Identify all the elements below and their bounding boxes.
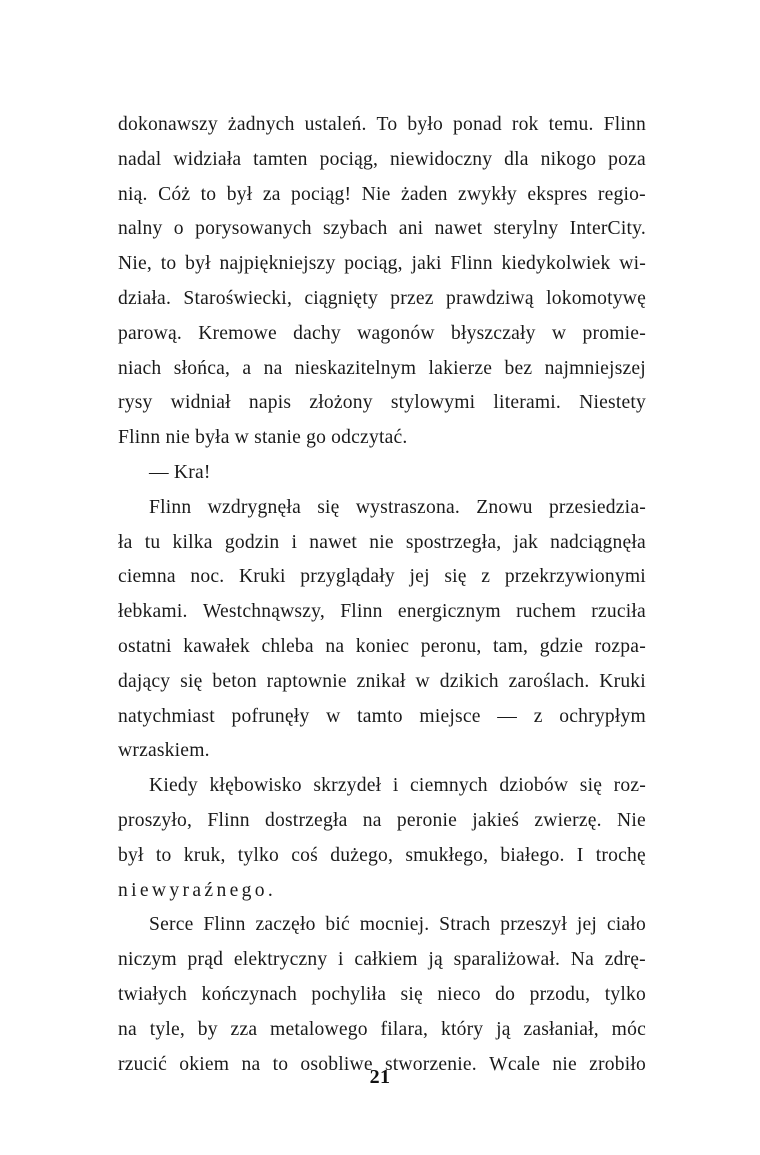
word: nieco: [437, 983, 481, 1005]
word: kilka: [172, 531, 213, 553]
word: smukłego,: [405, 844, 489, 866]
word: rzuciła: [591, 601, 646, 623]
word: za: [262, 183, 281, 205]
word: prąd: [187, 949, 224, 971]
word: to: [155, 844, 172, 866]
word: niczym: [118, 949, 177, 971]
word: pociąg,: [344, 253, 403, 275]
page-number: 21: [369, 1066, 391, 1088]
word: kruk,: [183, 844, 226, 866]
text-line: [118, 108, 646, 143]
word: dla: [504, 148, 529, 170]
word: zwierzę.: [534, 809, 602, 831]
word: regio-: [597, 183, 646, 205]
word: bić: [325, 914, 350, 936]
word: najpiękniejszy: [219, 253, 336, 275]
word: nadciągnęła: [550, 531, 646, 553]
word: na: [362, 809, 382, 831]
word: rysy: [118, 392, 153, 414]
word: beton: [212, 670, 257, 692]
text-line: [118, 1013, 646, 1048]
text-line: — Kra!: [149, 461, 211, 483]
word: wzdrygnęła: [207, 496, 301, 518]
word: z: [481, 566, 491, 588]
word: metalowego: [270, 1018, 368, 1040]
word: tamten: [253, 148, 308, 170]
word: proszyło,: [118, 809, 193, 831]
word: nadal: [118, 148, 162, 170]
word: się: [579, 775, 603, 797]
word: pofrunęły: [231, 705, 310, 727]
word: nalny: [118, 218, 163, 240]
word: Kremowe: [198, 322, 277, 344]
word: to: [272, 1053, 289, 1075]
word: dzikich: [439, 670, 499, 692]
word: i: [338, 949, 344, 971]
text-line: [118, 526, 646, 561]
word: w: [415, 670, 430, 692]
word: Staroświecki,: [183, 287, 293, 309]
text-line: [118, 560, 646, 595]
word: porysowanych: [195, 218, 312, 240]
word: okiem: [179, 1053, 230, 1075]
word: błyszczały: [450, 322, 536, 344]
word: nią.: [118, 183, 148, 205]
word: zrobiło: [589, 1053, 646, 1075]
word: kawałek: [183, 635, 250, 657]
word: dziobów: [499, 775, 569, 797]
word: rok: [511, 114, 539, 135]
word: literami.: [493, 392, 562, 414]
word: pociąg,: [319, 148, 379, 170]
word: był: [185, 253, 211, 275]
word: Strach: [439, 914, 491, 936]
word: ją: [428, 949, 443, 971]
word: widniał: [170, 392, 231, 414]
word: dający: [118, 670, 171, 692]
word: się: [317, 496, 340, 518]
word: zaroślach.: [508, 670, 590, 692]
text-line: [118, 282, 646, 317]
word: poza: [608, 148, 646, 170]
word: w: [326, 705, 341, 727]
word: stworzenie.: [384, 1053, 477, 1075]
text-line: [118, 943, 646, 978]
word: szybach: [322, 218, 388, 240]
word: Westchnąwszy,: [202, 601, 325, 623]
word: dostrzegła: [265, 809, 348, 831]
word: napis: [248, 392, 292, 414]
word: Nie: [361, 183, 391, 205]
word: prawdziwą: [446, 287, 534, 309]
word: ochrypłym: [559, 705, 646, 727]
paragraph: [118, 108, 646, 456]
word: —: [497, 705, 518, 727]
word: nie: [369, 531, 394, 553]
word: tu: [144, 531, 161, 553]
word: przodu,: [529, 983, 591, 1005]
word: temu.: [548, 114, 594, 135]
word: było: [407, 114, 443, 135]
word: Flinn: [340, 601, 383, 623]
text-line: [118, 978, 646, 1013]
word: zasłaniał,: [523, 1018, 599, 1040]
word: nieskazitelnym: [294, 357, 417, 379]
word: na: [325, 635, 345, 657]
word: a: [242, 357, 252, 379]
word: tylko: [604, 983, 646, 1005]
word: złożony: [309, 392, 373, 414]
word: był: [226, 183, 253, 205]
word: przeszył: [500, 914, 568, 936]
word: się: [180, 670, 203, 692]
word: do: [495, 983, 516, 1005]
word: białego.: [500, 844, 565, 866]
word: łebkami.: [118, 601, 188, 623]
text-line: [118, 386, 646, 421]
word: jej: [409, 566, 430, 588]
word: nikogo: [540, 148, 597, 170]
text-line: [118, 247, 646, 282]
text-line: wrzaskiem.: [118, 740, 210, 762]
word: słońca,: [173, 357, 231, 379]
word: zaczęło: [255, 914, 316, 936]
text-line: [118, 839, 646, 874]
word: działa.: [118, 287, 172, 309]
word: dużego,: [330, 844, 394, 866]
word: skrzydeł: [313, 775, 382, 797]
word: przez: [390, 287, 434, 309]
text-line: [118, 595, 646, 630]
word: kłębowisko: [209, 775, 302, 797]
word: tylko: [237, 844, 280, 866]
word: ruchem: [516, 601, 577, 623]
word: sparaliżował.: [453, 949, 561, 971]
word: Kruki: [599, 670, 646, 692]
word: zdrę-: [604, 949, 646, 971]
text-line: [118, 317, 646, 352]
word: ją: [496, 1018, 511, 1040]
text-line: [118, 665, 646, 700]
word: Znowu: [476, 496, 533, 518]
word: niewidoczny: [389, 148, 493, 170]
word: wystraszona.: [355, 496, 460, 518]
word: jaki: [411, 253, 442, 275]
word: ciemnych: [410, 775, 488, 797]
word: Flinn: [450, 253, 493, 275]
word: nawet: [434, 218, 483, 240]
word: Flinn: [603, 114, 646, 135]
word: To: [376, 114, 398, 135]
word: ciemna: [118, 566, 176, 588]
paragraph: [118, 769, 646, 908]
word: na: [263, 357, 283, 379]
word: żaden: [400, 183, 448, 205]
word: InterCity.: [569, 218, 646, 240]
word: najmniejszej: [544, 357, 646, 379]
word: zwykły: [458, 183, 517, 205]
word: Kruki: [238, 566, 286, 588]
word: dachy: [293, 322, 341, 344]
word: się: [400, 983, 423, 1005]
text-line: [118, 700, 646, 735]
word: jakieś: [472, 809, 520, 831]
word: przesiedzia-: [548, 496, 646, 518]
word: rozpa-: [594, 635, 646, 657]
word: parową.: [118, 322, 182, 344]
word: na: [241, 1053, 261, 1075]
text-line: [118, 352, 646, 387]
word: dokonawszy: [118, 114, 218, 135]
word: kończynach: [201, 983, 297, 1005]
text-line: [118, 143, 646, 178]
word: to: [200, 183, 217, 205]
word: tam,: [493, 635, 529, 657]
word: bez: [504, 357, 533, 379]
word: ponad: [452, 114, 502, 135]
word: pociąg!: [291, 183, 352, 205]
word: przyglądały: [300, 566, 395, 588]
word: coś: [291, 844, 318, 866]
word: sterylny: [493, 218, 559, 240]
word: Wcale: [489, 1053, 541, 1075]
word: Flinn: [203, 914, 246, 936]
word: rzucić: [118, 1053, 168, 1075]
word: tamto: [357, 705, 403, 727]
word: i: [291, 531, 298, 553]
word: wi-: [619, 253, 646, 275]
text-line: [118, 491, 646, 526]
word: godzin: [224, 531, 280, 553]
word: spostrzegła,: [405, 531, 502, 553]
word: Nie,: [118, 253, 152, 275]
page-text-body: [118, 108, 646, 1082]
word: stylowymi: [390, 392, 476, 414]
word: lakierze: [428, 357, 493, 379]
word: gdzie: [539, 635, 584, 657]
text-line: [118, 630, 646, 665]
word: Cóż: [158, 183, 191, 205]
word: ciało: [606, 914, 646, 936]
word: na: [118, 1018, 137, 1040]
word: twiałych: [118, 983, 188, 1005]
word: elektryczny: [233, 949, 328, 971]
word: Flinn: [207, 809, 250, 831]
word: by: [197, 1018, 218, 1040]
word: filara,: [380, 1018, 429, 1040]
text-line: [118, 769, 646, 804]
text-line: [118, 178, 646, 213]
word: kiedykolwiek: [501, 253, 611, 275]
word: peronu,: [420, 635, 482, 657]
word: z: [533, 705, 543, 727]
word: tyle,: [149, 1018, 185, 1040]
text-line: niewyraźnego.: [118, 879, 277, 901]
word: mocniej.: [359, 914, 430, 936]
word: ciągnięty: [304, 287, 378, 309]
text-line: Flinn nie była w stanie go odczytać.: [118, 427, 408, 449]
paragraph: [118, 491, 646, 769]
paragraph: [118, 908, 646, 1082]
word: Niestety: [579, 392, 646, 414]
word: i: [392, 775, 399, 797]
word: przekrzywionymi: [504, 566, 646, 588]
word: Kiedy: [149, 775, 198, 797]
word: móc: [611, 1018, 646, 1040]
word: ostatni: [118, 635, 172, 657]
word: który: [440, 1018, 484, 1040]
word: koniec: [355, 635, 410, 657]
word: całkiem: [354, 949, 418, 971]
word: o: [173, 218, 184, 240]
word: noc.: [190, 566, 225, 588]
word: pochyliła: [311, 983, 387, 1005]
word: żadnych: [227, 114, 295, 135]
word: ekspres: [527, 183, 588, 205]
word: Nie: [617, 809, 646, 831]
word: roz-: [613, 775, 646, 797]
word: znikał: [356, 670, 406, 692]
word: natychmiast: [118, 705, 215, 727]
word: promie-: [582, 322, 646, 344]
word: ła: [118, 531, 133, 553]
word: chleba: [261, 635, 314, 657]
word: ustaleń.: [304, 114, 367, 135]
word: trochę: [595, 844, 646, 866]
word: peronie: [396, 809, 457, 831]
word: to: [160, 253, 177, 275]
text-line: [118, 804, 646, 839]
word: energicznym: [397, 601, 501, 623]
word: wagonów: [357, 322, 435, 344]
word: jak: [513, 531, 538, 553]
text-line: [118, 212, 646, 247]
word: zza: [230, 1018, 258, 1040]
word: miejsce: [419, 705, 481, 727]
word: Na: [570, 949, 595, 971]
word: niach: [118, 357, 162, 379]
word: Flinn: [149, 496, 192, 518]
word: widziała: [173, 148, 242, 170]
word: w: [551, 322, 567, 344]
word: raptownie: [266, 670, 347, 692]
word: nie: [552, 1053, 577, 1075]
word: ani: [398, 218, 424, 240]
word: był: [118, 844, 144, 866]
word: lokomotywę: [546, 287, 646, 309]
word: nawet: [309, 531, 358, 553]
word: jej: [576, 914, 598, 936]
word: I: [576, 844, 584, 866]
text-line: [118, 908, 646, 943]
word: się: [444, 566, 467, 588]
word: Serce: [149, 914, 194, 936]
paragraph: [118, 456, 646, 491]
word: osobliwe: [300, 1053, 373, 1075]
